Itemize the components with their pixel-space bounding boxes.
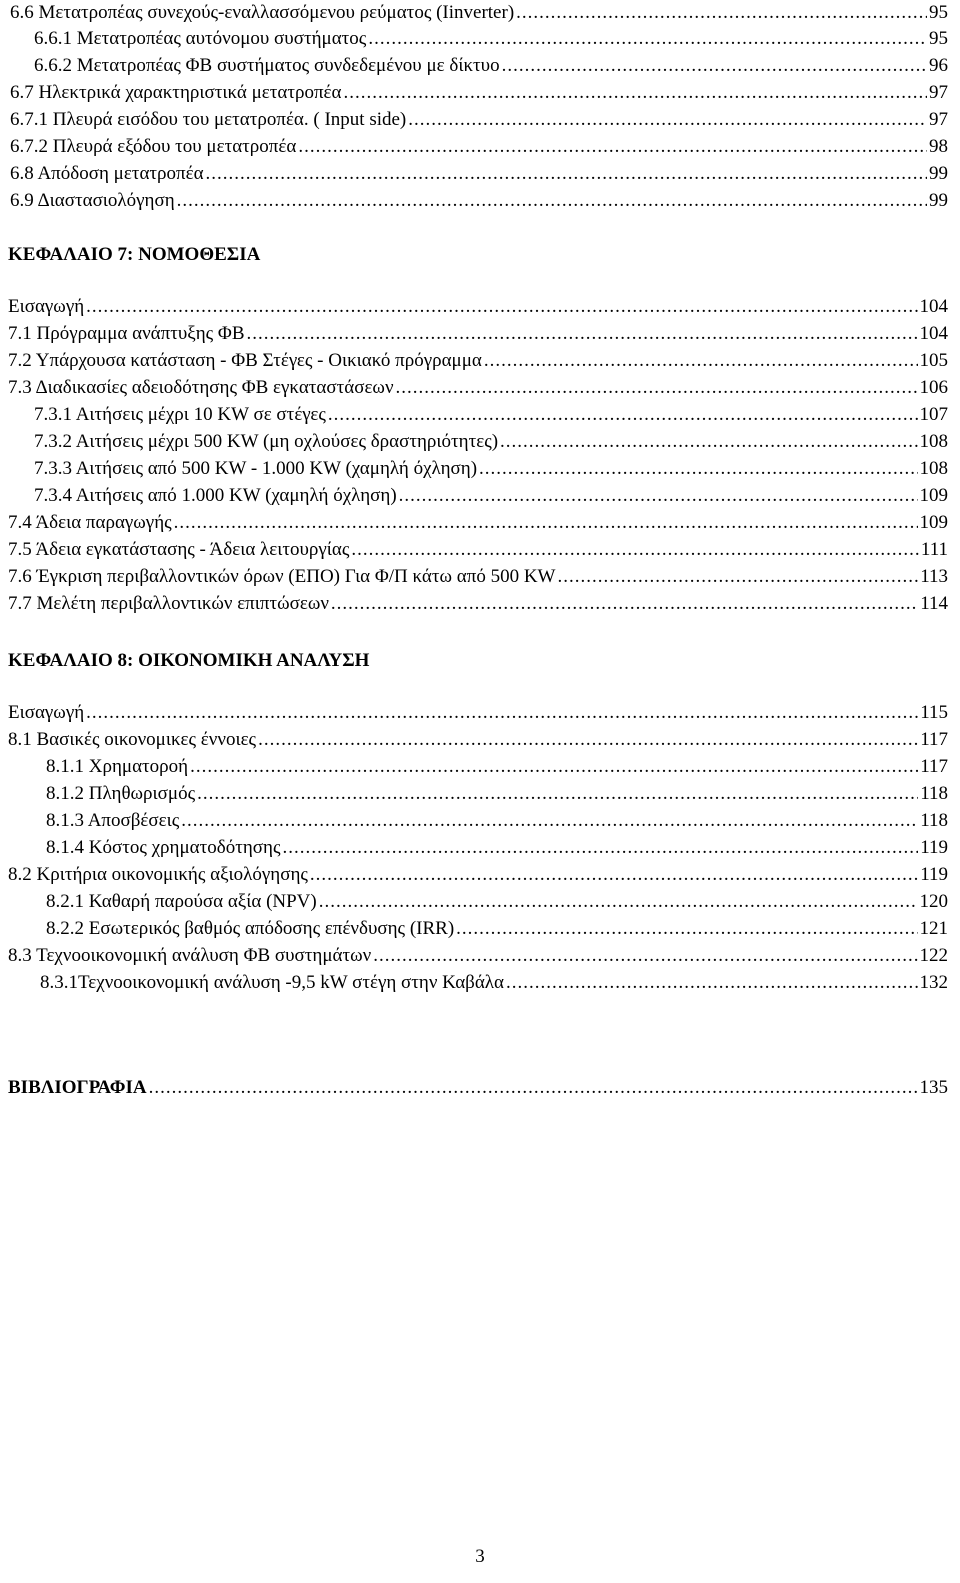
toc-entry-page: 132: [919, 972, 948, 993]
toc-entry-6-7-2[interactable]: [10, 136, 948, 162]
toc-entry-page: 104: [919, 296, 948, 317]
toc-entry-6-7-1[interactable]: [10, 109, 948, 135]
toc-entry-label: 6.8 Απόδοση μετατροπέα: [10, 163, 204, 184]
leader-dots: [177, 190, 927, 212]
toc-entry-page: 97: [929, 82, 948, 103]
toc-entry-8-intro[interactable]: [8, 702, 948, 728]
leader-dots: [396, 377, 918, 399]
leader-dots: [516, 2, 927, 24]
leader-dots: [149, 1077, 918, 1099]
leader-dots: [190, 756, 918, 778]
toc-entry-page: 120: [919, 891, 948, 912]
leader-dots: [373, 945, 917, 967]
toc-entry-7-2[interactable]: [8, 350, 948, 376]
toc-entry-label: 6.6 Μετατροπέας συνεχούς-εναλλασσόμενου ρεύματος (Iinverter): [10, 2, 515, 23]
leader-dots: [408, 109, 927, 131]
leader-dots: [174, 512, 918, 534]
toc-entry-page: 111: [920, 539, 948, 560]
leader-dots: [368, 28, 927, 50]
leader-dots: [197, 783, 918, 805]
leader-dots: [298, 136, 927, 158]
toc-entry-page: 135: [919, 1077, 948, 1098]
toc-entry-page: 114: [920, 593, 948, 614]
chapter-8-heading: ΚΕΦΑΛΑΙΟ 8: ΟΙΚΟΝΟΜΙΚΗ ΑΝΑΛΥΣΗ: [8, 650, 370, 671]
leader-dots: [479, 458, 917, 480]
page-number: 3: [475, 1546, 485, 1567]
leader-dots: [282, 837, 918, 859]
toc-entry-page: 106: [919, 377, 948, 398]
leader-dots: [399, 485, 918, 507]
leader-dots: [181, 810, 918, 832]
toc-entry-6-9[interactable]: [10, 190, 948, 216]
toc-entry-label: 8.1.3 Αποσβέσεις: [46, 810, 180, 831]
toc-entry-page: 105: [919, 350, 948, 371]
toc-entry-label: 8.2.1 Καθαρή παρούσα αξία (NPV): [46, 891, 317, 912]
toc-entry-page: 108: [919, 458, 948, 479]
toc-entry-label: 8.1 Βασικές οικονομικες έννοιες: [8, 729, 257, 750]
toc-entry-label: 7.7 Μελέτη περιβαλλοντικών επιπτώσεων: [8, 593, 329, 614]
toc-entry-label: 7.3.3 Αιτήσεις από 500 KW - 1.000 KW (χαμηλή όχληση): [34, 458, 478, 479]
leader-dots: [86, 296, 917, 318]
leader-dots: [258, 729, 918, 751]
toc-entry-page: 119: [920, 864, 948, 885]
toc-entry-page: 117: [920, 729, 948, 750]
toc-entry-page: 95: [929, 28, 948, 49]
toc-entry-label: 6.6.2 Μετατροπέας ΦΒ συστήματος συνδεδεμένου με δίκτυο: [34, 55, 500, 76]
toc-entry-7-4[interactable]: [8, 512, 948, 538]
toc-entry-label: 7.4 Άδεια παραγωγής: [8, 512, 172, 533]
toc-entry-7-3-2[interactable]: [34, 431, 948, 457]
toc-entry-page: 96: [929, 55, 948, 76]
toc-entry-8-1-1[interactable]: [46, 756, 948, 782]
leader-dots: [500, 431, 917, 453]
toc-entry-6-6-1[interactable]: [34, 28, 948, 54]
toc-entry-label: 7.3.4 Αιτήσεις από 1.000 KW (χαμηλή όχληση): [34, 485, 397, 506]
toc-entry-8-3-1[interactable]: [40, 972, 948, 998]
toc-entry-label: 7.5 Άδεια εγκατάστασης - Άδεια λειτουργίας: [8, 539, 350, 560]
toc-entry-7-3-3[interactable]: [34, 458, 948, 484]
toc-entry-7-1[interactable]: [8, 323, 948, 349]
leader-dots: [351, 539, 919, 561]
toc-entry-page: 113: [920, 566, 948, 587]
toc-entry-8-1-4[interactable]: [46, 837, 948, 863]
toc-entry-page: 99: [929, 163, 948, 184]
toc-entry-8-3[interactable]: [8, 945, 948, 971]
leader-dots: [502, 55, 927, 77]
toc-entry-label: 7.3.1 Αιτήσεις μέχρι 10 KW σε στέγες: [34, 404, 326, 425]
leader-dots: [484, 350, 918, 372]
toc-entry-label: 7.3.2 Αιτήσεις μέχρι 500 KW (μη οχλούσες δραστηριότητες): [34, 431, 499, 452]
toc-entry-label: Εισαγωγή: [8, 296, 85, 317]
toc-entry-6-6[interactable]: [10, 2, 948, 28]
chapter-7-heading: ΚΕΦΑΛΑΙΟ 7: ΝΟΜΟΘΕΣΙΑ: [8, 244, 261, 265]
toc-entry-page: 115: [920, 702, 948, 723]
toc-entry-label: Εισαγωγή: [8, 702, 85, 723]
toc-entry-label: 8.2.2 Εσωτερικός βαθμός απόδοσης επένδυσης (IRR): [46, 918, 455, 939]
leader-dots: [206, 163, 927, 185]
toc-entry-page: 118: [920, 783, 948, 804]
toc-entry-bibliography[interactable]: [8, 1077, 948, 1103]
toc-entry-8-1-3[interactable]: [46, 810, 948, 836]
toc-entry-label: 6.6.1 Μετατροπέας αυτόνομου συστήματος: [34, 28, 367, 49]
leader-dots: [331, 593, 918, 615]
toc-entry-8-2-1[interactable]: [46, 891, 948, 917]
toc-entry-label: 6.7 Ηλεκτρικά χαρακτηριστικά μετατροπέα: [10, 82, 342, 103]
toc-entry-7-5[interactable]: [8, 539, 948, 565]
toc-entry-page: 107: [919, 404, 948, 425]
toc-entry-page: 109: [919, 485, 948, 506]
toc-entry-7-3[interactable]: [8, 377, 948, 403]
toc-entry-7-3-1[interactable]: [34, 404, 948, 430]
toc-entry-page: 95: [929, 2, 948, 23]
toc-entry-label: ΒΙΒΛΙΟΓΡΑΦΙΑ: [8, 1077, 147, 1098]
toc-entry-7-intro[interactable]: [8, 296, 948, 322]
toc-entry-page: 122: [919, 945, 948, 966]
toc-entry-7-7[interactable]: [8, 593, 948, 619]
toc-entry-8-2-2[interactable]: [46, 918, 948, 944]
toc-entry-8-1-2[interactable]: [46, 783, 948, 809]
toc-entry-label: 7.6 Έγκριση περιβαλλοντικών όρων (ΕΠΟ) Για Φ/Π κάτω από 500 KW: [8, 566, 556, 587]
toc-entry-label: 6.7.1 Πλευρά εισόδου του μετατροπέα. ( Input side): [10, 109, 407, 130]
toc-entry-page: 104: [919, 323, 948, 344]
toc-entry-label: 8.1.2 Πληθωρισμός: [46, 783, 196, 804]
toc-entry-page: 97: [929, 109, 948, 130]
toc-entry-label: 6.7.2 Πλευρά εξόδου του μετατροπέα: [10, 136, 297, 157]
toc-entry-page: 119: [920, 837, 948, 858]
toc-entry-7-3-4[interactable]: [34, 485, 948, 511]
toc-entry-page: 118: [920, 810, 948, 831]
leader-dots: [247, 323, 918, 345]
toc-entry-label: 7.1 Πρόγραμμα ανάπτυξης ΦΒ: [8, 323, 245, 344]
toc-entry-6-6-2[interactable]: [34, 55, 948, 81]
leader-dots: [310, 864, 918, 886]
toc-entry-label: 8.1.1 Χρηματοροή: [46, 756, 189, 777]
leader-dots: [86, 702, 918, 724]
toc-entry-page: 109: [919, 512, 948, 533]
toc-entry-6-7[interactable]: [10, 82, 948, 108]
toc-entry-page: 99: [929, 190, 948, 211]
leader-dots: [456, 918, 917, 940]
toc-entry-page: 121: [919, 918, 948, 939]
toc-entry-6-8[interactable]: [10, 163, 948, 189]
toc-entry-page: 108: [919, 431, 948, 452]
toc-entry-8-2[interactable]: [8, 864, 948, 890]
leader-dots: [506, 972, 918, 994]
toc-entry-label: 8.3.1Τεχνοοικονομική ανάλυση -9,5 kW στέγη στην Καβάλα: [40, 972, 504, 993]
leader-dots: [343, 82, 927, 104]
toc-entry-label: 8.3 Τεχνοοικονομική ανάλυση ΦΒ συστημάτων: [8, 945, 372, 966]
toc-entry-8-1[interactable]: [8, 729, 948, 755]
toc-entry-7-6[interactable]: [8, 566, 948, 592]
toc-entry-page: 98: [929, 136, 948, 157]
leader-dots: [557, 566, 918, 588]
toc-entry-label: 8.1.4 Κόστος χρηματοδότησης: [46, 837, 281, 858]
leader-dots: [328, 404, 918, 426]
toc-entry-label: 8.2 Κριτήρια οικονομικής αξιολόγησης: [8, 864, 308, 885]
leader-dots: [319, 891, 918, 913]
toc-entry-page: 117: [920, 756, 948, 777]
toc-entry-label: 6.9 Διαστασιολόγηση: [10, 190, 175, 211]
toc-entry-label: 7.3 Διαδικασίες αδειοδότησης ΦΒ εγκαταστάσεων: [8, 377, 394, 398]
toc-entry-label: 7.2 Υπάρχουσα κατάσταση - ΦΒ Στέγες - Οικιακό πρόγραμμα: [8, 350, 482, 371]
